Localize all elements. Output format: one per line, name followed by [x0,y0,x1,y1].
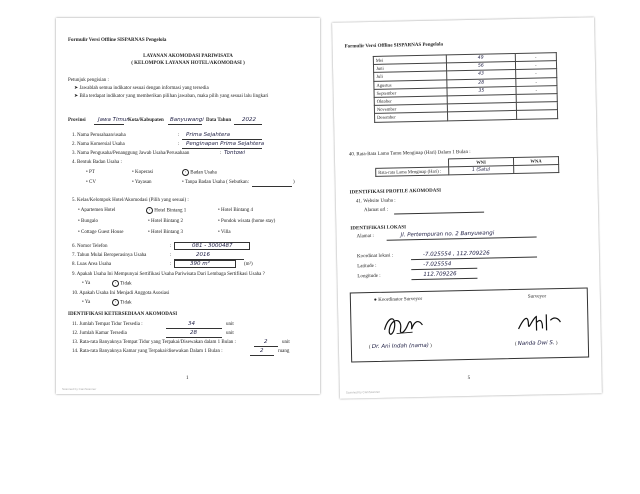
q5-option: • Bungalo [78,219,98,224]
month-name: Agustus [374,79,447,89]
q4-option-pt: • PT [86,170,95,175]
month-wna-value: - [516,85,557,94]
q10-label: 10. Apakah Usaha Ini Menjadi Anggota Asosiasi [72,291,170,296]
instructions-title: Petunjuk pengisian : [68,78,109,83]
month-wni-value [447,111,516,121]
field-2-value: Penginapan Prima Sejahtera [186,141,265,147]
q13-label: 13. Rata-rata Banyaknya Tempat Tidur yang Terpakai/Disewakan dalam 1 Bulan : [72,340,236,345]
alamat-label: Alamat : [356,233,374,240]
q7-label: 7. Tahun Mulai Beroperasinya Usaha [72,253,147,258]
field-3-label: 3. Nama Pengusaha/Penanggung Jawab Usaha/Perusahaan [72,151,190,156]
wni-value: 1 (Satu) [449,166,514,176]
q8-value: 390 m² [190,261,210,267]
q8-label: 8. Luas Area Usaha [72,262,112,267]
month-name: Oktober [374,96,447,106]
city-label: Kota/Kabupaten [128,118,164,123]
right-signature-icon [514,308,565,339]
instruction-item: ➤ Bila terdapat indikator yang memberikan pilihan jawaban, maka pilih yang sesuai lalu lingkari [74,94,269,99]
page-number: 5 [467,375,471,382]
q41-sub: Alamat url : [363,207,389,214]
month-wna-value [516,110,557,119]
monthly-guest-table [373,52,558,122]
form-subtitle: ( KELOMPOK LAYANAN HOTEL/AKOMODASI ) [131,61,245,66]
form-page-2 [332,17,602,398]
latitude-label: Latitude : [357,263,377,270]
month-wna-value: - [515,53,556,62]
camscanner-footer: Scanned by CamScanner [62,387,97,391]
q4-label: 4. Bentuk Badan Usaha : [72,160,122,165]
month-name: Desember [375,112,448,122]
year-value: 2022 [242,117,256,123]
q9-option-tidak: • Tidak [112,280,132,288]
year-label: Data Tahun [206,118,232,123]
q41-label: 41. Website Usaha : [355,198,396,205]
field-2-label: 2. Nama Komersial Usaha [72,142,125,147]
q4-option-tanpa: • Tanpa Badan Usaha ( Sebutkan: [182,180,249,185]
stay-length-table [375,156,559,177]
left-signer-title: ● Koordinator Surveyor [373,296,423,303]
month-name: Juni [373,63,446,73]
month-name: Mei [373,55,446,65]
alamat-value: Jl. Pertempuran no. 2 Banyuwangi [400,230,495,239]
col-wna: WNA [513,157,558,166]
left-signer-name: ( Dr. Ani Indah (nama) ) [368,342,432,351]
instruction-item: ➤ Jawablah semua indikator sesuai dengan informasi yang tersedia [74,86,209,91]
field-1-value: Prima Sejahtera [186,132,231,138]
month-wna-value: - [515,69,556,78]
selected-circle-icon: • [182,169,189,176]
q5-option: • Villa [218,230,231,235]
section-ketersediaan: IDENTIFIKASI KETERSEDIAAN AKOMODASI [68,312,178,317]
camscanner-footer: Scanned by CamScanner [345,389,381,395]
q9-label: 9. Apakah Usaha Ini Mempunyai Sertifikasi Usaha Pariwisata Dari Lembaga Sertifikasi Usaha ? [72,272,265,277]
month-wni-value: 49 [446,53,515,63]
month-wni-value: 43 [447,70,516,80]
section-lokasi: IDENTIFIKASI LOKASI [350,225,407,232]
q11-value: 34 [188,321,195,327]
month-wna-value: - [515,61,556,70]
form-header: Formulir Versi Offline SISPARNAS Pengelola [344,42,444,50]
q5-label: 5. Kelas/Kelompok Hotel/Akomodasi (Pilih yang sesuai) : [72,198,189,203]
q5-option-selected: • Hotel Bintang 1 [146,207,186,215]
q7-value: 2016 [196,252,210,258]
q40-label: 40. Rata-Rata Lama Tamu Menginap (Hari) Dalam 1 Bulan : [348,149,471,158]
province-value: Jawa Timur [98,117,129,123]
form-title: LAYANAN AKOMODASI PARIWISATA [143,54,233,59]
row-label: Rata-rata Lama Menginap (Hari) : [376,167,449,177]
q10-option-tidak: • Tidak [112,299,132,307]
q14-value: 2 [260,348,264,354]
section-profile: IDENTIFIKASI PROFILE AKOMODASI [349,188,442,196]
q13-value: 2 [264,339,268,345]
q4-option-koperasi: • Koperasi [132,170,154,175]
q4-option-badan-usaha: • Badan Usaha [182,169,217,177]
month-wni-value: 56 [446,62,515,72]
q11-label: 11. Jumlah Tempat Tidur Tersedia : [72,322,143,327]
q5-option: • Pondok wisata (home stay) [218,219,276,224]
q14-label: 14. Rata-rata Banyaknya Kamar yang Terpakai/disewakan Dalam 1 Bulan : [72,349,223,354]
month-wni-value: 35 [447,86,516,96]
q12-label: 12. Jumlah Kamar Tersedia [72,331,127,336]
province-label: Provinsi [68,118,86,123]
longitude-label: Longitude : [357,273,381,280]
q10-option-ya: • Ya [82,300,91,305]
left-signature-icon [378,311,429,342]
right-signer-name: ( Nanda Dwi S. ) [514,340,558,348]
q5-option: • Apartemen Hotel [78,208,116,213]
q6-value: 081 - 3000487 [192,243,233,249]
month-wni-value: 28 [447,78,516,88]
q4-option-cv: • CV [86,180,96,185]
wna-value [514,165,559,174]
q12-value: 28 [190,330,197,336]
month-name: September [374,88,447,98]
q5-option: • Cottage Guest House [78,230,124,235]
month-wna-value: - [515,77,556,86]
q5-option: • Hotel Bintang 2 [148,219,183,224]
q6-label: 6. Nomor Telefon [72,244,108,249]
q9-option-ya: • Ya [82,281,91,286]
longitude-value: 112.709226 [423,271,457,278]
latitude-value: -7.025554 [423,261,452,268]
q4-option-yayasan: • Yayasan [132,180,152,185]
form-page-1: Formulir Versi Offline SISPARNAS Pengelola LAYANAN AKOMODASI PARIWISATA ( KELOMPOK LAYANAN HOTEL/AKOMODASI ) Petunjuk pengisian : ➤ Jawablah semua indikator sesuai dengan informasi yang tersedia ➤ Bila terdapat indikator yang memberikan pilihan jawaban, maka pilih yang sesuai lalu lingkari Provinsi Jawa Timur Kota/Kabupaten Banyuwangi Data Tahun 2022 1. Nama Perusahaan/usaha : Prima Sejahtera 2. Nama Komersial Usaha : Penginapan Prima Sejahtera 3. Nama Pengusaha/Penanggung Jawab Usaha/Perusahaan : Tontowi 4. Bentuk Badan Usaha : • PT • Koperasi • Badan Usaha • CV • Yayasan • Tanpa Badan Usaha ( Sebutkan: ) 5. Kelas/Kelompok Hotel/Akomodasi (Pilih yang sesuai) : • Apartemen Hotel • Hotel Bintang 1 • Hotel Bintang 4 • Bungalo • Hotel Bintang 2 • Pondok wisata (home stay) • Cottage Guest House • Hotel Bintang 3 • Villa 6. Nomor Telefon : 081 - 3000487 7. Tahun Mulai Beroperasinya Usaha : 2016 8. Luas Area Usaha : 390 m² (m²) 9. Apakah Usaha Ini Mempunyai Sertifikasi Usaha Pariwisata Dari Lembaga Sertifikasi Usaha ? • Ya • Tidak 10. Apakah Usaha Ini Menjadi Anggota Asosiasi • Ya • Tidak IDENTIFIKASI KETERSEDIAAN AKOMODASI 11. Jumlah Tempat Tidur Tersedia : 34 unit 12. Jumlah Kamar Tersedia 28 unit 13. Rata-rata Banyaknya Tempat Tidur yang Terpakai/Disewakan dalam 1 Bulan : 2 unit 14. Rata-rata Banyaknya Kamar yang Terpakai/disewakan Dalam 1 Bulan : 2 ruang 1 Scanned by CamScanner [56,18,320,394]
selected-circle-icon: • [112,280,119,287]
form-header: Formulir Versi Offline SISPARNAS Pengelola [68,38,167,43]
month-name: Juli [374,71,447,81]
koordinat-value: -7.025554 , 112.709226 [422,250,490,258]
page-number: 1 [186,376,189,381]
koordinat-label: Koordinat lokasi : [356,253,394,260]
q5-option: • Hotel Bintang 3 [148,230,183,235]
field-1-label: 1. Nama Perusahaan/usaha [72,133,126,138]
selected-circle-icon: • [146,207,153,214]
col-wni: WNI [448,158,513,168]
month-name: November [374,104,447,114]
q5-option: • Hotel Bintang 4 [218,208,253,213]
selected-circle-icon: • [112,299,119,306]
city-value: Banyuwangi [170,117,204,123]
right-signer-title: Surveyor [527,294,547,300]
field-3-value: Tontowi [224,150,246,156]
